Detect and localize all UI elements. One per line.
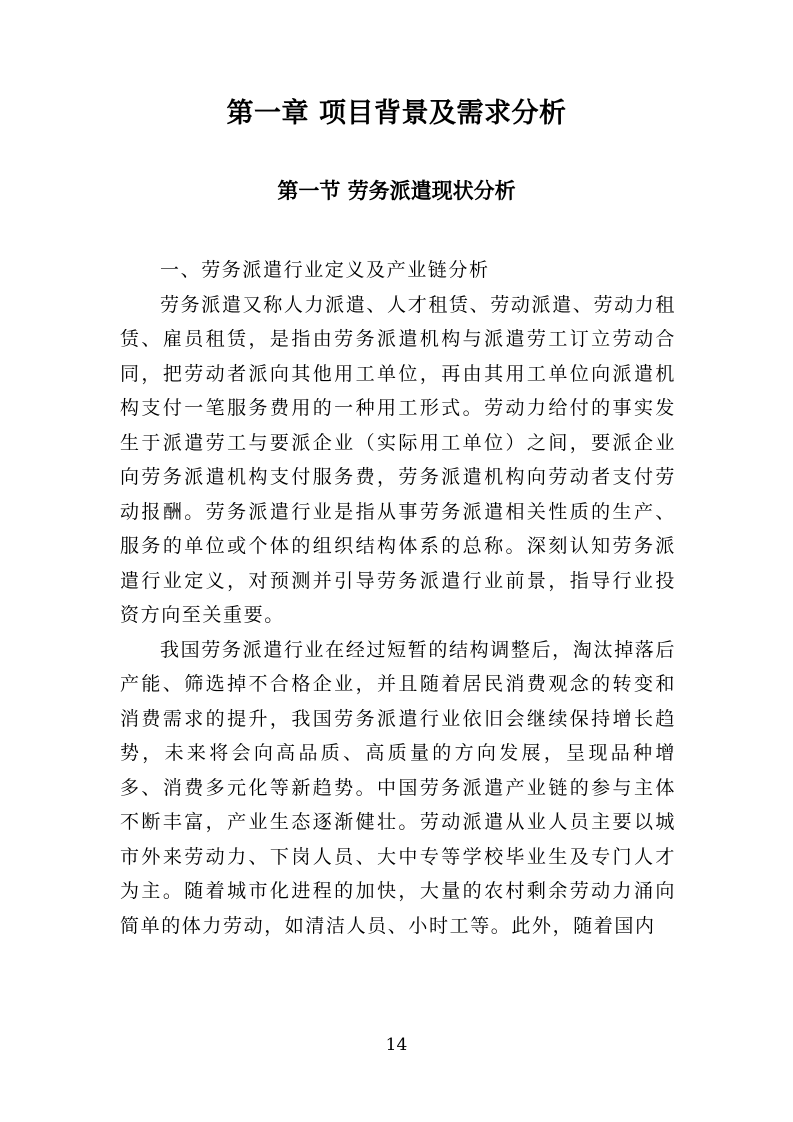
subheading: 一、劳务派遣行业定义及产业链分析 [160, 259, 490, 281]
paragraph-2: 我国劳务派遣行业在经过短暂的结构调整后，淘汰掉落后产能、筛选掉不合格企业，并且随着居民消费观念的转变和消费需求的提升，我国劳务派遣行业依旧会继续保持增长趋势，未来将会向高品质、高质量的方向发展，呈现品种增多、消费多元化等新趋势。中国劳务派遣产业链的参与主体不断丰富，产业生态逐渐健壮。劳动派遣从业人员主要以城市外来劳动力、下岗人员、大中专等学校毕业生及专门人才为主。随着城市化进程的加快，大量的农村剩余劳动力涌向简单的体力劳动，如清洁人员、小时工等。此外，随着国内 [120, 638, 676, 937]
page-number: 14 [385, 1035, 408, 1055]
paragraph-1: 劳务派遣又称人力派遣、人才租赁、劳动派遣、劳动力租赁、雇员租赁，是指由劳务派遣机构与派遣劳工订立劳动合同，把劳动者派向其他用工单位，再由其用工单位向派遣机构支付一笔服务费用的一种用工形式。劳动力给付的事实发生于派遣劳工与要派企业（实际用工单位）之间，要派企业向劳务派遣机构支付服务费，劳务派遣机构向劳动者支付劳动报酬。劳务派遣行业是指从事劳务派遣相关性质的生产、服务的单位或个体的组织结构体系的总称。深刻认知劳务派遣行业定义，对预测并引导劳务派遣行业前景，指导行业投资方向至关重要。 [120, 293, 676, 626]
chapter-title: 第一章 项目背景及需求分析 [226, 98, 567, 129]
body-text [120, 253, 676, 943]
section-title: 第一节 劳务派遣现状分析 [277, 179, 516, 203]
